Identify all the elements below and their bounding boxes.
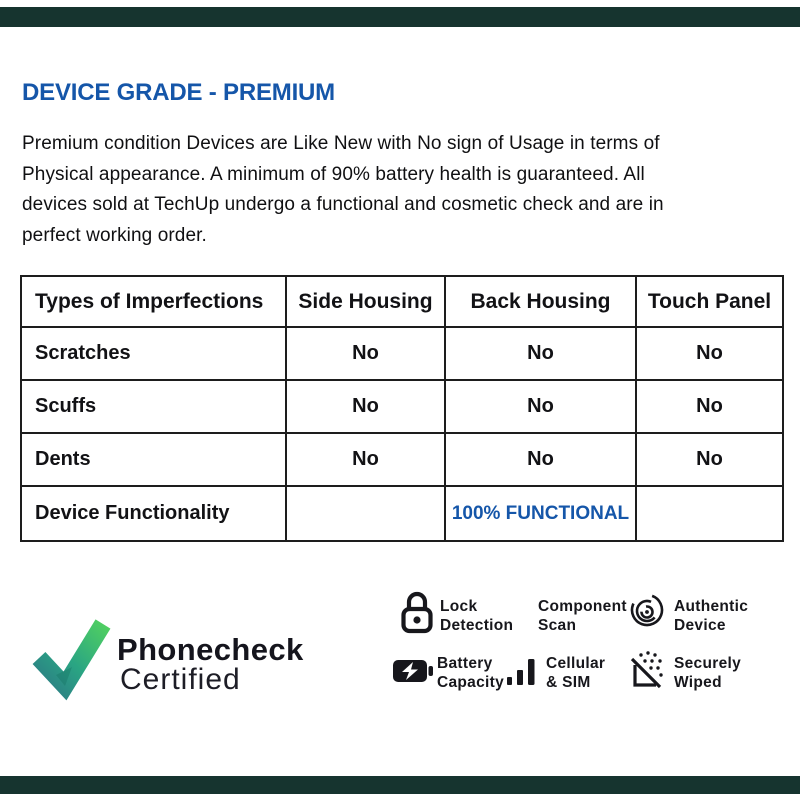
feature-label: Cellular & SIM bbox=[546, 655, 606, 691]
row-label: Scuffs bbox=[21, 380, 286, 433]
brand-name: Phonecheck bbox=[117, 632, 304, 667]
table-header-row bbox=[21, 276, 783, 327]
phonecheck-checkmark-icon bbox=[31, 612, 115, 704]
battery-icon bbox=[392, 653, 434, 689]
header-side-housing: Side Housing bbox=[286, 276, 445, 327]
signal-bars-icon bbox=[506, 658, 536, 686]
top-banner-bar bbox=[0, 7, 800, 27]
header-touch-panel: Touch Panel bbox=[636, 276, 783, 327]
bottom-banner-bar bbox=[0, 776, 800, 794]
table-row bbox=[21, 380, 783, 433]
row-label: Dents bbox=[21, 433, 286, 486]
cell-value: No bbox=[286, 433, 445, 486]
page-title: DEVICE GRADE - PREMIUM bbox=[22, 79, 335, 106]
feature-label: Component Scan bbox=[538, 598, 627, 634]
cell-value: No bbox=[636, 380, 783, 433]
header-types-of-imperfections: Types of Imperfections bbox=[21, 276, 286, 327]
table-row bbox=[21, 327, 783, 380]
grade-description bbox=[22, 129, 722, 251]
cell-value bbox=[636, 486, 783, 541]
imperfections-table bbox=[20, 275, 784, 542]
cell-value: No bbox=[445, 327, 636, 380]
feature-label: Authentic Device bbox=[674, 598, 749, 634]
brand-status: Certified bbox=[120, 663, 241, 696]
description-line: devices sold at TechUp undergo a functional and cosmetic check and are in bbox=[22, 194, 664, 215]
cell-value: No bbox=[636, 327, 783, 380]
cell-value: No bbox=[286, 380, 445, 433]
cell-value: No bbox=[445, 433, 636, 486]
wipe-icon bbox=[628, 649, 664, 691]
description-line: Physical appearance. A minimum of 90% battery health is guaranteed. All bbox=[22, 163, 645, 185]
cell-value: No bbox=[286, 327, 445, 380]
table-row bbox=[21, 433, 783, 486]
functional-status: 100% FUNCTIONAL bbox=[445, 486, 636, 541]
description-line: Premium condition Devices are Like New with No sign of Usage in terms of bbox=[22, 133, 660, 154]
feature-label: Lock Detection bbox=[440, 598, 514, 634]
cell-value: No bbox=[445, 380, 636, 433]
table-row bbox=[21, 486, 783, 541]
fingerprint-icon bbox=[629, 589, 665, 631]
cell-value bbox=[286, 486, 445, 541]
feature-label: Battery Capacity bbox=[437, 655, 505, 691]
description-line: perfect working order. bbox=[22, 224, 207, 246]
feature-label: Securely Wiped bbox=[674, 655, 742, 691]
row-label: Scratches bbox=[21, 327, 286, 380]
lock-icon bbox=[398, 589, 436, 635]
header-back-housing: Back Housing bbox=[445, 276, 636, 327]
row-label: Device Functionality bbox=[21, 486, 286, 541]
cell-value: No bbox=[636, 433, 783, 486]
